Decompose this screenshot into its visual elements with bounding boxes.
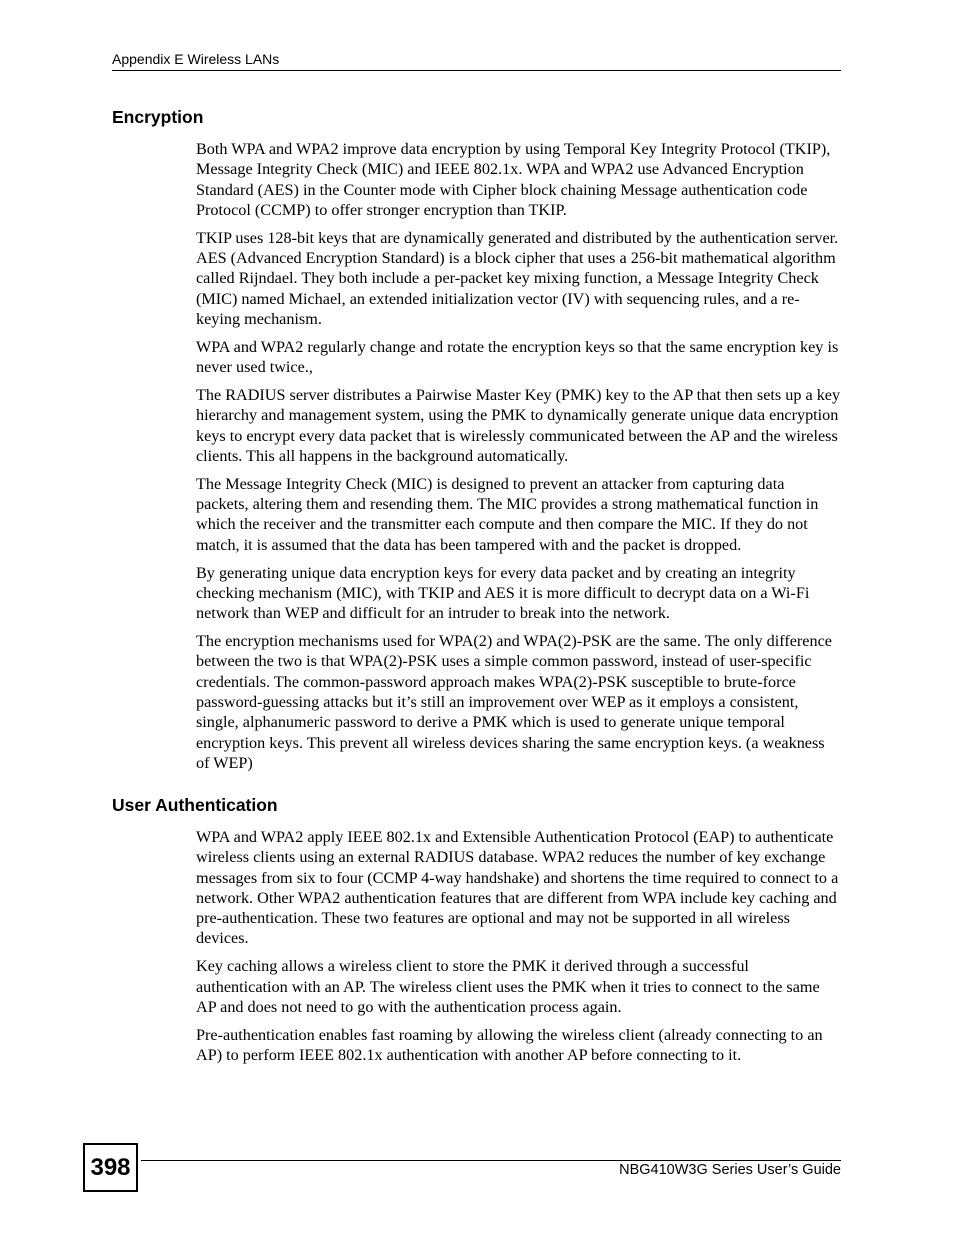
section-title-encryption: Encryption xyxy=(112,107,204,127)
user-authentication-body xyxy=(196,827,841,1073)
paragraph: The Message Integrity Check (MIC) is designed to prevent an attacker from capturing data packets, altering them and resending them. The MIC provides a strong mathematical function in which the receiver and the transmitter each compute and then compare the MIC. If they do not match, it is assumed that the data has been tampered with and the packet is dropped. xyxy=(196,474,819,554)
paragraph: Both WPA and WPA2 improve data encryption by using Temporal Key Integrity Protocol (TKIP), Message Integrity Check (MIC) and IEEE 802.1x. WPA and WPA2 use Advanced Encryption Standard (AES) in the Counter mode with Cipher block chaining Message authentication code Protocol (CCMP) to offer stronger encryption than TKIP. xyxy=(196,140,831,219)
running-header: Appendix E Wireless LANs xyxy=(112,51,841,71)
paragraph: WPA and WPA2 regularly change and rotate the encryption keys so that the same encryption key is never used twice., xyxy=(196,337,839,377)
paragraph: By generating unique data encryption keys for every data packet and by creating an integrity checking mechanism (MIC), with TKIP and AES it is more difficult to decrypt data on a Wi-Fi network than WEP and difficult for an intruder to break into the network. xyxy=(196,563,810,623)
footer-rule xyxy=(141,1160,841,1161)
paragraph: Pre-authentication enables fast roaming by allowing the wireless client (already connecting to an AP) to perform IEEE 802.1x authentication with another AP before connecting to it. xyxy=(196,1025,823,1065)
paragraph: The encryption mechanisms used for WPA(2) and WPA(2)-PSK are the same. The only difference between the two is that WPA(2)-PSK uses a simple common password, instead of user-specific credentials. The common-password approach makes WPA(2)-PSK susceptible to brute-force password-guessing attacks but it’s still an improvement over WEP as it employs a consistent, single, alphanumeric password to derive a PMK which is used to generate unique temporal encryption keys. This prevent all wireless devices sharing the same encryption keys. (a weakness of WEP) xyxy=(196,632,832,772)
paragraph: Key caching allows a wireless client to store the PMK it derived through a successful authentication with an AP. The wireless client uses the PMK when it tries to connect to the same AP and does not need to go with the authentication process again. xyxy=(196,957,820,1016)
paragraph: WPA and WPA2 apply IEEE 802.1x and Extensible Authentication Protocol (EAP) to authenticate wireless clients using an external RADIUS database. WPA2 reduces the number of key exchange messages from six to four (CCMP 4-way handshake) and shortens the time required to connect to a network. Other WPA2 authentication features that are different from WPA include key caching and pre-authentication. These two features are optional and may not be supported in all wireless devices. xyxy=(196,828,839,948)
paragraph: The RADIUS server distributes a Pairwise Master Key (PMK) key to the AP that then sets up a key hierarchy and management system, using the PMK to dynamically generate unique data encryption keys to encrypt every data packet that is wirelessly communicated between the AP and the wireless clients. This all happens in the background automatically. xyxy=(196,386,841,465)
footer-guide-title: NBG410W3G Series User’s Guide xyxy=(619,1162,841,1178)
encryption-body xyxy=(196,139,841,781)
section-title-user-authentication: User Authentication xyxy=(112,795,278,815)
paragraph: TKIP uses 128-bit keys that are dynamically generated and distributed by the authentication server. AES (Advanced Encryption Standard) is a block cipher that uses a 256-bit mathematical algorithm called Rijndael. They both include a per-packet key mixing function, a Message Integrity Check (MIC) named Michael, an extended initialization vector (IV) with sequencing rules, and a re-keying mechanism. xyxy=(196,228,839,328)
page-number: 398 xyxy=(83,1143,138,1192)
